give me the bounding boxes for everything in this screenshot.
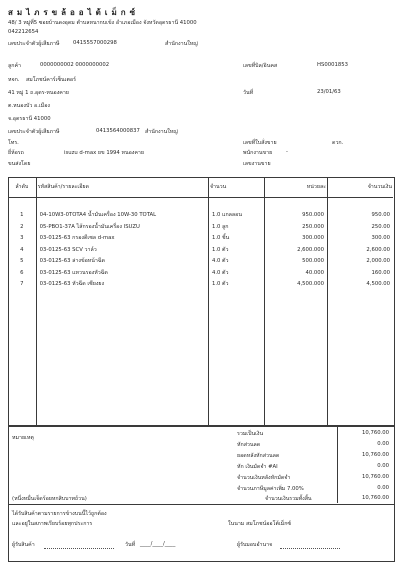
remark-label: หมายเหตุ — [12, 435, 34, 441]
row-description: 03-0125-63 หัวฉีด เซียงยง — [36, 279, 208, 291]
customer-address-3: จ.อุดรธานี 41000 — [8, 116, 51, 122]
customer-name: สมโภชน์คาร์เซ็นเตอร์ — [26, 77, 76, 83]
receive-date-label: วันที่ — [125, 542, 136, 548]
amount-in-words: (หนึ่งหมื่นเจ็ดร้อยหกสิบบาทถ้วน) — [12, 496, 87, 502]
customer-tax-label: เลขประจำตัวผู้เสียภาษี — [8, 129, 60, 135]
receiver-signature-line — [44, 541, 114, 549]
row-quantity: 1.0 ลูก — [208, 221, 264, 233]
row-no: 5 — [8, 256, 36, 268]
doc-number: HS0001853 — [317, 62, 348, 68]
grand-total-label: จำนวนเงินรวมทั้งสิ้น — [265, 496, 312, 502]
receiver-label: ผู้รับสินค้า — [12, 542, 35, 548]
row-description: 03-0125-63 ล่างข้อหน้าฉีด — [36, 256, 208, 268]
subtotal-label: รวมเป็นเงิน — [237, 431, 264, 437]
table-row — [8, 279, 393, 291]
doc-number-label: เลขที่บิล/อินคส — [243, 63, 278, 69]
table-row — [8, 210, 393, 222]
after-deposit-label: จำนวนเงินหลังหักมัดจำ — [237, 475, 291, 481]
authorized-label: ผู้รับมอบอำนาจ — [237, 542, 273, 548]
table-row — [8, 221, 393, 233]
car-model: isuzu d-max ยข 1994 หนองคาย — [64, 150, 144, 156]
company-tax-id-label: เลขประจำตัวผู้เสียภาษี — [8, 41, 60, 47]
row-unit-price: 40.000 — [265, 267, 328, 279]
row-quantity: 1.0 ตัว — [208, 244, 264, 256]
row-no: 4 — [8, 244, 36, 256]
company-address: 48/ 3 หมู่ที่5 ซอยบ้านดงอุดม ตำบลหนากบเข้ง อำเภอเมือง จังหวัดอุดรธานี 41000 — [8, 20, 197, 26]
row-quantity: 1.0 ตัว — [208, 279, 264, 291]
row-no: 3 — [8, 233, 36, 245]
received-statement-2: และอยู่ในสภาพเรียบร้อยทุกประการ — [12, 521, 93, 527]
receive-date-blank: ____/____/____ — [140, 541, 176, 547]
doc-date-label: วันที่ — [243, 90, 254, 96]
row-unit-price: 500.000 — [265, 256, 328, 268]
header-amount: จำนวนเงิน — [328, 177, 393, 198]
items-table — [8, 177, 393, 426]
customer-address-2: ต.หนองบัว อ.เมือง — [8, 103, 50, 109]
car-model-label: ยี่ห้อรถ — [8, 150, 24, 156]
salesperson-label: พนักงานขาย — [243, 150, 273, 156]
row-description: 05-PBO1-37A ไส้กรองน้ำมันเครื่อง ISUZU — [36, 221, 208, 233]
header-no: ลำดับ — [8, 177, 36, 198]
row-no: 2 — [8, 221, 36, 233]
row-amount: 300.00 — [371, 235, 390, 242]
row-quantity: 4.0 ตัว — [208, 267, 264, 279]
row-quantity: 4.0 ตัว — [208, 256, 264, 268]
after-deposit-value: 10,760.00 — [362, 474, 389, 480]
customer-tax-id: 0413564000837 — [96, 128, 140, 134]
company-tax-id: 0415557000298 — [73, 40, 117, 46]
row-amount: 4,500.00 — [366, 281, 390, 288]
row-quantity: 1.0 แกลลอน — [208, 210, 264, 222]
grand-total-value: 10,760.00 — [362, 495, 389, 501]
row-unit-price: 250.000 — [265, 221, 328, 233]
header-unit-price: หน่วยละ — [265, 177, 328, 198]
row-amount: 2,000.00 — [366, 258, 390, 265]
row-no: 6 — [8, 267, 36, 279]
on-behalf-of: ในนาม สมโภชน์ออโต้เม็กซ์ — [228, 521, 292, 527]
sales-order-label: เลขที่ใบสั่งขาย — [243, 140, 277, 146]
totals-divider — [337, 425, 338, 503]
row-unit-price: 4,500.000 — [265, 279, 328, 291]
row-unit-price: 300.000 — [265, 233, 328, 245]
shipping-label: ขนส่งโดย — [8, 161, 31, 167]
header-description: รหัสสินค้า/รายละเอียด — [36, 177, 208, 198]
customer-tel-label: โทร. — [8, 140, 19, 146]
received-statement-1: ได้รับสินค้าตามรายการข้างบนนี้ไว้ถูกต้อง — [12, 511, 107, 517]
row-no: 7 — [8, 279, 36, 291]
after-discount-value: 10,760.00 — [362, 452, 389, 458]
customer-code: 0000000002 0000000002 — [40, 62, 110, 68]
vat-value: 0.00 — [377, 485, 389, 491]
customer-tax-branch: สำนักงานใหญ่ — [145, 129, 178, 135]
row-unit-price: 950.000 — [265, 210, 328, 222]
subtotal-value: 10,760.00 — [362, 430, 389, 436]
table-row — [8, 256, 393, 268]
row-description: 03-0125-63 SCV วาล์ว — [36, 244, 208, 256]
company-name: ส ม ไ ภ ร ข ล้ อ อ ไ ต้ เ ม็ ก ซ์ — [8, 8, 136, 17]
discount-label: หักส่วนลด — [237, 442, 261, 448]
table-row — [8, 244, 393, 256]
row-description: 04-10W3-0TOTA4 น้ำมันเครื่อง 10W-30 TOTAL — [36, 210, 208, 222]
table-row — [8, 233, 393, 245]
job-number-label: เลขงานขาย — [243, 161, 271, 167]
authorized-signature-line — [280, 541, 340, 549]
row-description: 03-0125-63 กรองดีเซล d-max — [36, 233, 208, 245]
table-header-row — [8, 177, 393, 198]
credit-label: ดวก. — [332, 140, 344, 146]
table-row — [8, 267, 393, 279]
header-quantity: จำนวน — [208, 177, 264, 198]
deposit-value: 0.00 — [377, 463, 389, 469]
row-no: 1 — [8, 210, 36, 222]
after-discount-label: ยอดหลังหักส่วนลด — [237, 453, 280, 459]
deposit-label: หัก เงินมัดจำ #AI — [237, 464, 278, 470]
customer-code-label: ลูกค้า — [8, 63, 21, 69]
row-amount: 950.00 — [371, 212, 390, 219]
row-unit-price: 2,600.000 — [265, 244, 328, 256]
vat-label: จำนวนภาษีมูลค่าเพิ่ม 7.00% — [237, 486, 304, 492]
discount-value: 0.00 — [377, 441, 389, 447]
row-amount: 160.00 — [371, 269, 390, 276]
company-phone: 042212654 — [8, 29, 39, 35]
row-quantity: 1.0 ชิ้น — [208, 233, 264, 245]
row-amount: 250.00 — [371, 223, 390, 230]
customer-name-label: หจก. — [8, 77, 20, 83]
customer-address-1: 41 หมู่ 1 ถ.อุดร-หนองคาย — [8, 90, 69, 96]
doc-date: 23/01/63 — [317, 89, 341, 95]
row-amount: 2,600.00 — [366, 246, 390, 253]
salesperson-value: - — [286, 149, 288, 155]
company-branch: สำนักงานใหญ่ — [165, 41, 198, 47]
row-description: 03-0125-63 แหวนรองหัวฉีด — [36, 267, 208, 279]
